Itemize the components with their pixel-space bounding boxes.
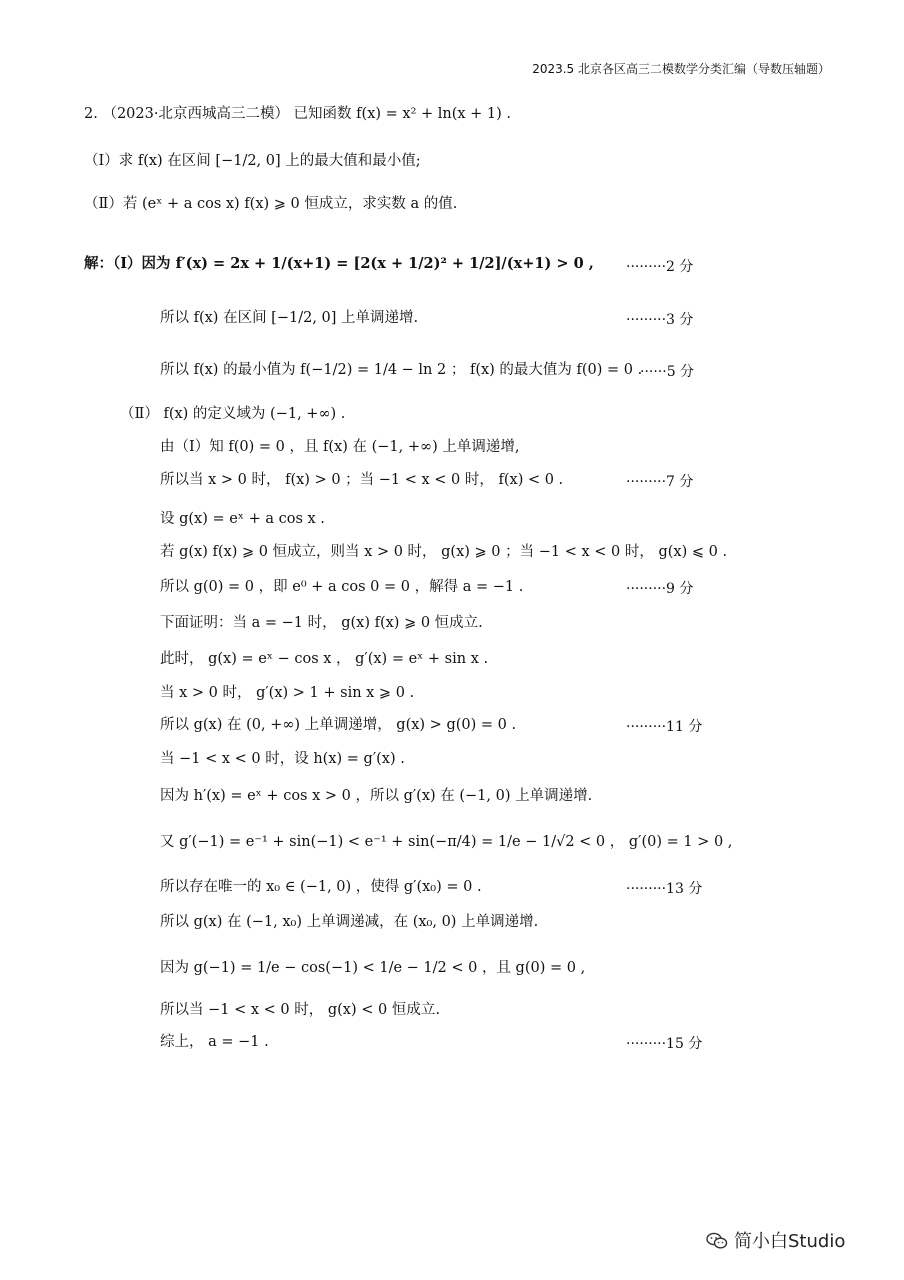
solution-line: 解：（Ⅰ）因为 f′(x) = 2x + 1/(x+1) = [2(x + 1/2)² + 1/2]/(x+1) > 0 , xyxy=(84,255,594,272)
solution-line: 所以 f(x) 在区间 [−1/2, 0] 上单调递增. xyxy=(160,310,419,326)
problem-part-2: （Ⅱ）若 (eˣ + a cos x) f(x) ⩾ 0 恒成立，求实数 a 的值. xyxy=(84,196,458,212)
score-mark: ·········9 分 xyxy=(626,581,694,597)
solution-line: 由（Ⅰ）知 f(0) = 0 ，且 f(x) 在 (−1, +∞) 上单调递增, xyxy=(160,439,520,455)
solution-line: 所以 g(x) 在 (−1, x₀) 上单调递减，在 (x₀, 0) 上单调递增. xyxy=(160,914,539,930)
score-mark: ·········15 分 xyxy=(626,1036,703,1052)
score-mark: ·········2 分 xyxy=(626,259,694,275)
solution-line: 所以当 x > 0 时， f(x) > 0 ；当 −1 < x < 0 时， f(x) < 0 . xyxy=(160,472,564,488)
solution-line: 下面证明：当 a = −1 时， g(x) f(x) ⩾ 0 恒成立. xyxy=(160,615,483,631)
page-header: 2023.5 北京各区高三二模数学分类汇编（导数压轴题） xyxy=(532,62,830,76)
solution-line: 所以 g(0) = 0 ，即 e⁰ + a cos 0 = 0 ，解得 a = −1 . xyxy=(160,579,524,595)
solution-line: 所以 g(x) 在 (0, +∞) 上单调递增， g(x) > g(0) = 0 . xyxy=(160,717,517,733)
solution-line: 所以当 −1 < x < 0 时， g(x) < 0 恒成立. xyxy=(160,1002,440,1018)
watermark-text: 简小白Studio xyxy=(734,1231,846,1252)
problem-stem: 2. （2023·北京西城高三二模） 已知函数 f(x) = x² + ln(x + 1) . xyxy=(84,106,512,122)
score-mark: ·········3 分 xyxy=(626,312,694,328)
watermark xyxy=(706,1227,845,1253)
solution-line: 因为 h′(x) = eˣ + cos x > 0 ，所以 g′(x) 在 (−1, 0) 上单调递增. xyxy=(160,788,593,804)
solution-line: （Ⅱ） f(x) 的定义域为 (−1, +∞) . xyxy=(120,406,346,422)
solution-line: 所以存在唯一的 x₀ ∈ (−1, 0) ，使得 g′(x₀) = 0 . xyxy=(160,879,482,895)
score-mark: ·········13 分 xyxy=(626,881,703,897)
solution-line: 综上， a = −1 . xyxy=(160,1034,269,1050)
solution-line: 设 g(x) = eˣ + a cos x . xyxy=(160,511,325,527)
score-mark: ······5 分 xyxy=(640,364,695,380)
solution-line: 当 x > 0 时， g′(x) > 1 + sin x ⩾ 0 . xyxy=(160,685,415,701)
score-mark: ·········11 分 xyxy=(626,719,703,735)
solution-line: 此时， g(x) = eˣ − cos x ， g′(x) = eˣ + sin x . xyxy=(160,651,489,667)
solution-line: 又 g′(−1) = e⁻¹ + sin(−1) < e⁻¹ + sin(−π/4) = 1/e − 1/√2 < 0 ， g′(0) = 1 > 0 , xyxy=(160,834,733,850)
solution-line: 当 −1 < x < 0 时，设 h(x) = g′(x) . xyxy=(160,751,405,767)
wechat-icon xyxy=(706,1232,728,1250)
solution-line: 因为 g(−1) = 1/e − cos(−1) < 1/e − 1/2 < 0 ，且 g(0) = 0 , xyxy=(160,960,586,976)
solution-line: 若 g(x) f(x) ⩾ 0 恒成立，则当 x > 0 时， g(x) ⩾ 0 ；当 −1 < x < 0 时， g(x) ⩽ 0 . xyxy=(160,544,728,560)
solution-line: 所以 f(x) 的最小值为 f(−1/2) = 1/4 − ln 2 ； f(x) 的最大值为 f(0) = 0 . xyxy=(160,362,643,378)
score-mark: ·········7 分 xyxy=(626,474,694,490)
problem-part-1: （Ⅰ）求 f(x) 在区间 [−1/2, 0] 上的最大值和最小值; xyxy=(84,153,421,169)
